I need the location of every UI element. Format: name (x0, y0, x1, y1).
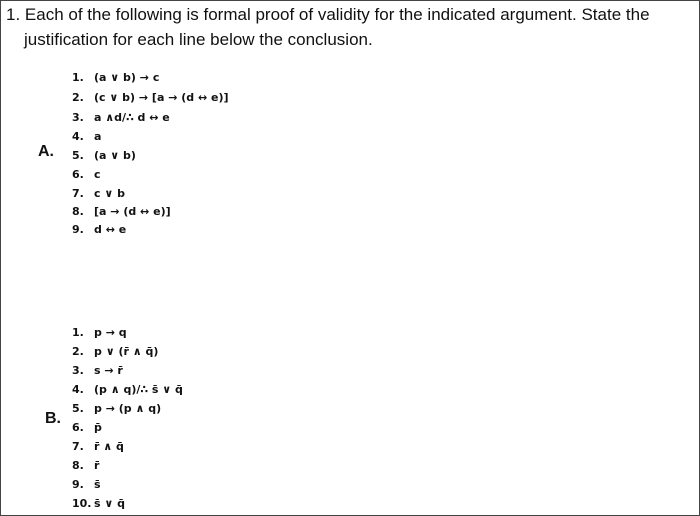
proof-line (72, 478, 101, 491)
proof-line (72, 205, 171, 218)
line-number: 2. (72, 91, 84, 104)
proof-line (72, 459, 99, 472)
line-number: 7. (72, 440, 84, 453)
proof-line (72, 326, 127, 339)
question-prompt (6, 2, 686, 52)
line-formula: c ∨ b (94, 187, 125, 200)
line-formula: s̄ (94, 478, 101, 491)
question-line-2: justification for each line below the conclusion. (24, 30, 373, 49)
line-formula: p → q (94, 326, 127, 339)
proof-line (72, 421, 102, 434)
line-number: 5. (72, 149, 84, 162)
line-number: 1. (72, 326, 84, 339)
proof-line (72, 168, 101, 181)
line-number: 4. (72, 130, 84, 143)
line-number: 8. (72, 205, 84, 218)
line-number: 3. (72, 364, 84, 377)
line-formula: d ↔ e (94, 223, 127, 236)
proof-line (72, 223, 126, 236)
line-formula: r̄̄ (94, 459, 100, 472)
proof-line (72, 364, 123, 377)
line-formula: (p ∧ q)/∴ s̄ ∨ q̄ (94, 383, 183, 396)
line-formula: s̄ ∨ q̄ (94, 497, 126, 510)
line-formula: (a ∨ b) (94, 149, 136, 162)
proof-line (72, 111, 170, 124)
line-formula: r̄̄ ∧ q̄̄ (94, 440, 124, 453)
proof-line (72, 71, 159, 84)
proof-line (72, 130, 101, 143)
line-number: 5. (72, 402, 84, 415)
line-number: 8. (72, 459, 84, 472)
line-number: 3. (72, 111, 84, 124)
line-formula: c (94, 168, 101, 181)
line-formula: p̄ (94, 421, 102, 434)
proof-line (72, 149, 136, 162)
part-a-label: A. (38, 143, 54, 160)
line-formula: a (94, 130, 102, 143)
line-number: 6. (72, 168, 84, 181)
line-number: 9. (72, 478, 84, 491)
line-number: 9. (72, 223, 84, 236)
line-formula: s → r̄ (94, 364, 123, 377)
proof-line (72, 345, 158, 358)
line-formula: (c ∨ b) → [a → (d ↔ e)] (94, 91, 229, 104)
line-formula: [a → (d ↔ e)] (94, 205, 171, 218)
line-formula: p → (p ∧ q) (94, 402, 162, 415)
proof-line (72, 497, 125, 510)
question-line-1: 1. Each of the following is formal proof of validity for the indicated argument. State the (6, 5, 650, 24)
proof-line (72, 383, 183, 396)
line-number: 2. (72, 345, 84, 358)
line-number: 1. (72, 71, 84, 84)
line-number: 10. (72, 497, 92, 510)
proof-line (72, 402, 161, 415)
part-b-label: B. (45, 410, 61, 427)
proof-line (72, 187, 125, 200)
line-formula: a ∧d/∴ d ↔ e (94, 111, 170, 124)
line-number: 7. (72, 187, 84, 200)
line-number: 6. (72, 421, 84, 434)
line-formula: p ∨ (r̄̄ ∧ q̄̄) (94, 345, 159, 358)
proof-line (72, 91, 229, 104)
proof-line (72, 440, 124, 453)
line-number: 4. (72, 383, 84, 396)
line-formula: (a ∨ b) → c (94, 71, 160, 84)
